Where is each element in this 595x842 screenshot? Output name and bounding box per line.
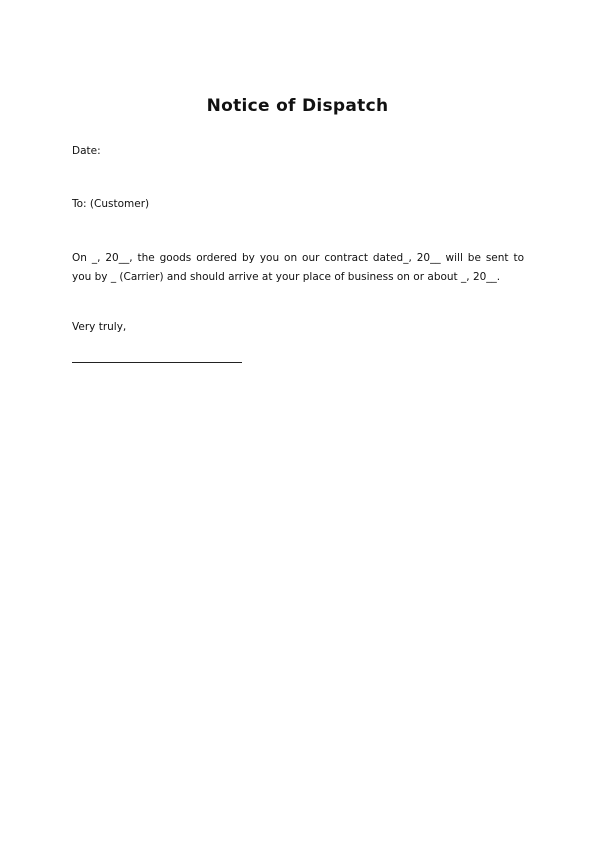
- document-title: Notice of Dispatch: [206, 96, 389, 116]
- date-line: Date:: [72, 145, 101, 157]
- recipient-line: To: (Customer): [72, 198, 150, 210]
- body-line-1: On _, 20__, the goods ordered by you on our contract dated_, 20__ will be sent to: [72, 252, 524, 264]
- body-line-2: you by _ (Carrier) and should arrive at your place of business on or about _, 20__.: [72, 271, 501, 283]
- signature-line: [72, 362, 242, 363]
- closing-line: Very truly,: [72, 321, 127, 333]
- body-paragraph: [72, 249, 524, 287]
